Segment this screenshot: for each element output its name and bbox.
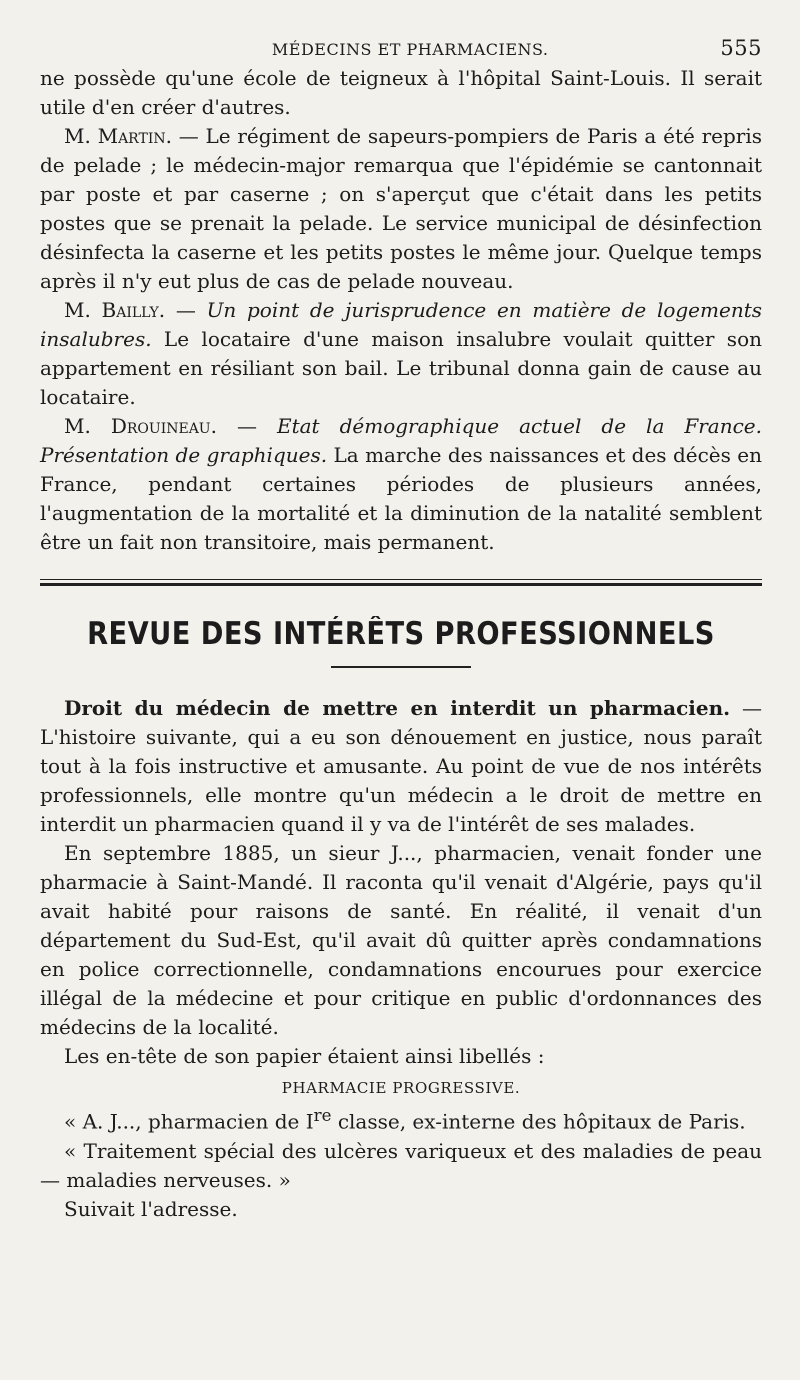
paragraph-story: En septembre 1885, un sieur J..., pharmacien, venait fonder une pharmacie à Saint-Mandé. Il raconta qu'il venait d'Algérie, pays qu'il avait habité pour raisons de santé. En réalité, il venait d'un département du Sud-Est, qu'il avait dû quitter après condamnations en police correctionnelle, condamnations encourues pour exercice illégal de la médecine et pour critique en public d'ordonnances des médecins de la localité. bbox=[40, 841, 762, 1039]
speaker-name: M. Martin. bbox=[64, 124, 172, 148]
document-page bbox=[40, 36, 762, 1224]
topic-title: Etat démographique actuel de la France. Présentation de graphiques. bbox=[40, 414, 763, 467]
paragraph-bailly bbox=[40, 296, 762, 412]
quote-line-1 bbox=[40, 1101, 762, 1137]
quote-text: classe, ex-interne des hôpitaux de Paris. bbox=[331, 1109, 746, 1134]
paragraph-address: Suivait l'adresse. bbox=[64, 1196, 238, 1221]
title-underline bbox=[331, 666, 471, 668]
paragraph-drouineau bbox=[40, 412, 762, 557]
section-title: REVUE DES INTÉRÊTS PROFESSIONNELS bbox=[87, 616, 715, 652]
superscript: re bbox=[313, 1106, 332, 1125]
section-divider bbox=[40, 579, 762, 586]
divider-thick bbox=[40, 583, 762, 586]
divider-thin bbox=[40, 579, 762, 580]
dash: — bbox=[216, 414, 277, 438]
paragraph-text: — Le régiment de sapeurs-pompiers de Paris a été repris de pelade ; le médecin-major remarqua que l'épidémie se cantonnait par poste et par caserne ; on s'aperçut que c'était dans les petits postes que se prenait la pelade. Le service municipal de désinfection désinfecta la caserne et les petits postes le même jour. Quelque temps après il n'y eut plus de cas de pelade nouveau. bbox=[40, 124, 762, 293]
paragraph-text: — L'histoire suivante, qui a eu son dénouement en justice, nous paraît tout à la fois instructive et amusante. Au point de vue de nos intérêts professionnels, elle montre qu'un médecin a le droit de mettre en interdit un pharmacien quand il y va de l'intérêt de ses malades. bbox=[40, 696, 763, 836]
speaker-name: M. Bailly. bbox=[64, 298, 166, 322]
paragraph-continuation: ne possède qu'une école de teigneux à l'hôpital Saint-Louis. Il serait utile d'en créer d'autres. bbox=[40, 66, 762, 119]
paragraph-martin bbox=[40, 122, 762, 296]
speaker-name: M. Drouineau. bbox=[64, 414, 217, 438]
topic-title: Un point de jurisprudence en matière de logements insalubres. bbox=[40, 298, 762, 351]
paragraph-text: La marche des naissances et des décès en France, pendant certaines périodes de plusieurs années, l'augmentation de la mortalité et la diminution de la natalité semblent être un fait non transitoire, mais permanent. bbox=[40, 443, 762, 554]
paragraph-letterhead-intro: Les en-tête de son papier étaient ainsi libellés : bbox=[64, 1044, 545, 1068]
paragraph-text: Le locataire d'une maison insalubre voulait quitter son appartement en résiliant son bail. Le tribunal donna gain de cause au locataire. bbox=[40, 327, 762, 409]
running-title: MÉDECINS ET PHARMACIENS. bbox=[271, 40, 549, 59]
article-lead: Droit du médecin de mettre en interdit un pharmacien. bbox=[64, 696, 731, 720]
page-number: 555 bbox=[720, 36, 762, 60]
letterhead-title: PHARMACIE PROGRESSIVE. bbox=[281, 1079, 521, 1097]
quote-text: « A. J..., pharmacien de I bbox=[64, 1109, 314, 1134]
quote-line-2: « Traitement spécial des ulcères variqueux et des maladies de peau — maladies nerveuses. » bbox=[40, 1138, 762, 1192]
dash: — bbox=[165, 298, 207, 322]
paragraph-intro bbox=[40, 694, 762, 839]
running-head bbox=[40, 36, 762, 64]
